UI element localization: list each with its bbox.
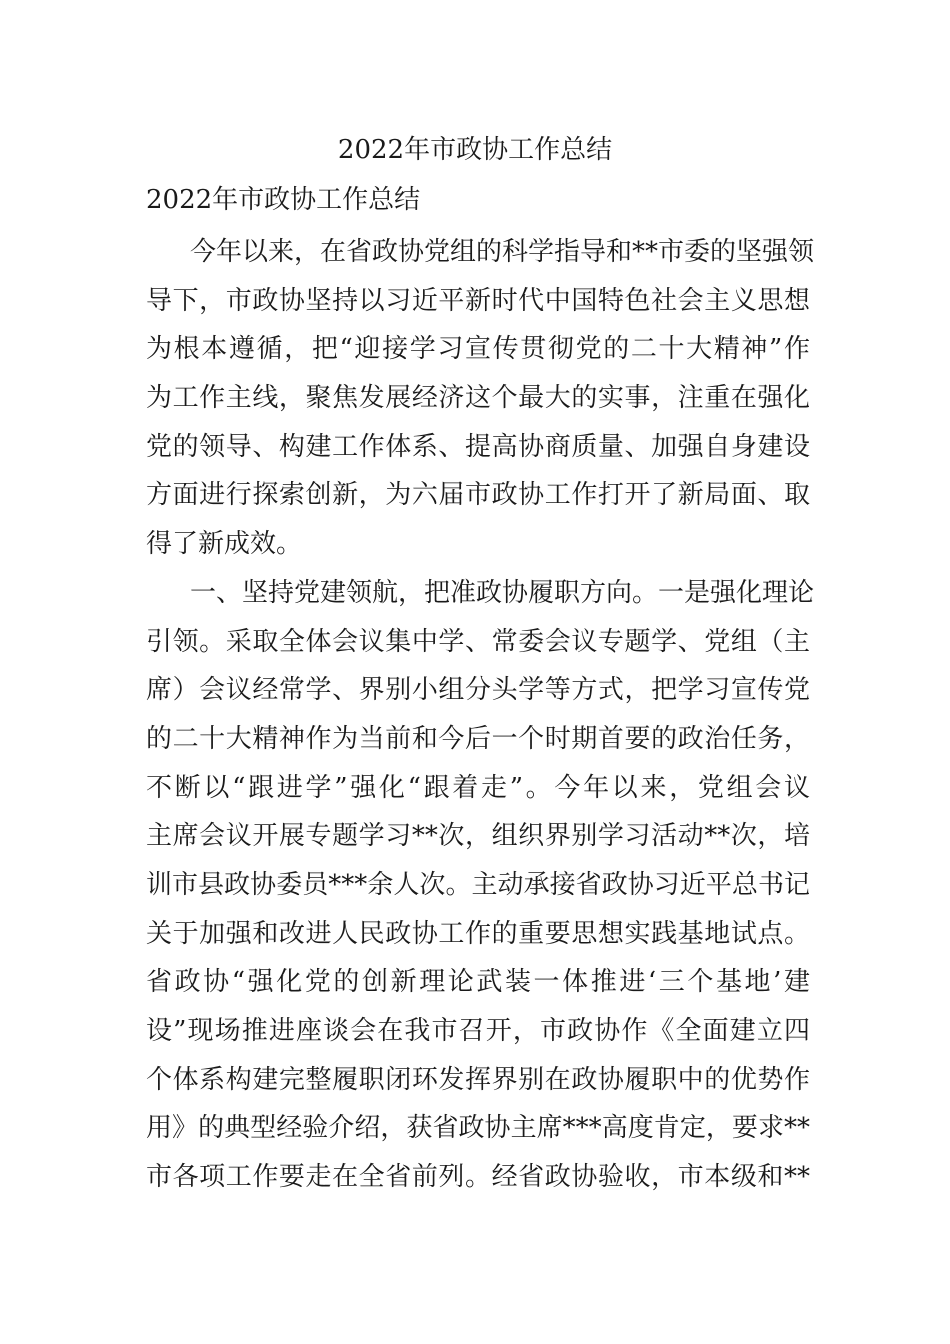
paragraph-line: 为工作主线，聚焦发展经济这个最大的实事，注重在强化 <box>146 383 810 414</box>
paragraph-line: 省政协“强化党的创新理论武装一体推进‘三个基地’建 <box>146 967 810 998</box>
paragraph-line: 方面进行探索创新，为六届市政协工作打开了新局面、取 <box>146 480 810 511</box>
paragraph-line: 设”现场推进座谈会在我市召开，市政协作《全面建立四 <box>146 1016 810 1046</box>
paragraph-line: 一、坚持党建领航，把准政协履职方向。一是强化理论 <box>190 577 815 608</box>
paragraph-line: 引领。采取全体会议集中学、常委会议专题学、党组（主 <box>146 626 810 657</box>
document-subtitle: 2022年市政协工作总结 <box>146 185 421 215</box>
paragraph-line: 市各项工作要走在全省前列。经省政协验收，市本级和** <box>146 1162 810 1193</box>
paragraph-line: 关于加强和改进人民政协工作的重要思想实践基地试点。 <box>146 918 810 949</box>
paragraph-line: 用》的典型经验介绍，获省政协主席***高度肯定，要求** <box>146 1113 810 1144</box>
document-title: 2022年市政协工作总结 <box>337 135 613 165</box>
paragraph-line: 为根本遵循，把“迎接学习宣传贯彻党的二十大精神”作 <box>146 334 810 365</box>
paragraph-line: 训市县政协委员***余人次。主动承接省政协习近平总书记 <box>146 869 810 900</box>
paragraph-line: 导下，市政协坚持以习近平新时代中国特色社会主义思想 <box>146 285 810 316</box>
paragraph-line: 的二十大精神作为当前和今后一个时期首要的政治任务， <box>146 723 810 754</box>
paragraph-line: 不断以“跟进学”强化“跟着走”。今年以来，党组会议 <box>146 772 810 803</box>
paragraph-line: 党的领导、构建工作体系、提高协商质量、加强自身建设 <box>146 431 810 462</box>
paragraph-line: 得了新成效。 <box>146 529 303 560</box>
paragraph-line: 个体系构建完整履职闭环发挥界别在政协履职中的优势作 <box>146 1064 810 1095</box>
paragraph-line: 席）会议经常学、界别小组分头学等方式，把学习宣传党 <box>146 675 810 706</box>
document-body <box>146 228 815 1202</box>
paragraph-line: 今年以来，在省政协党组的科学指导和**市委的坚强领 <box>190 237 815 267</box>
paragraph-line: 主席会议开展专题学习**次，组织界别学习活动**次，培 <box>146 821 810 852</box>
